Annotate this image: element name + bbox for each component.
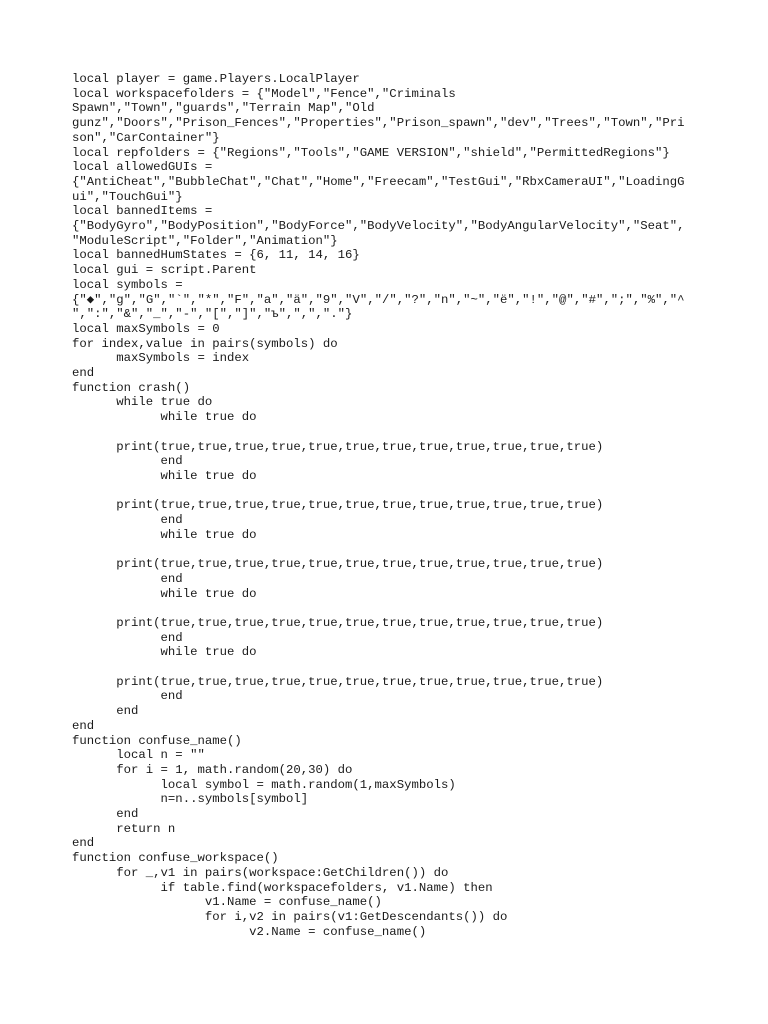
code-line: n=n..symbols[symbol] <box>72 792 309 807</box>
code-line: print(true,true,true,true,true,true,true,true,true,true,true,true) <box>72 615 604 630</box>
code-line: {"AntiCheat","BubbleChat","Chat","Home","Freecam","TestGui","RbxCameraUI","LoadingG <box>72 174 685 189</box>
code-line: {"◆","g","G","`","*","F","a","ä","9","V","/","?","n","~","ë","!","@","#",";","%","^ <box>72 292 685 307</box>
code-line: local gui = script.Parent <box>72 263 257 278</box>
code-line: function crash() <box>72 380 191 395</box>
code-line: while true do <box>72 586 257 601</box>
code-line: while true do <box>72 395 213 410</box>
code-line: ",":","&","_","-","[","]","ъ",",","."} <box>72 307 353 322</box>
code-line <box>72 425 700 440</box>
code-line <box>72 601 700 616</box>
code-line: local repfolders = {"Regions","Tools","GAME VERSION","shield","PermittedRegions"} <box>72 145 670 160</box>
code-line: maxSymbols = index <box>72 351 250 366</box>
code-line: "ModuleScript","Folder","Animation"} <box>72 233 338 248</box>
code-line: local symbol = math.random(1,maxSymbols) <box>72 777 456 792</box>
code-line: end <box>72 807 139 822</box>
code-line: for i,v2 in pairs(v1:GetDescendants()) do <box>72 910 508 924</box>
code-line: son","CarContainer"} <box>72 130 220 145</box>
code-line: local allowedGUIs = <box>72 160 213 175</box>
code-listing <box>72 72 700 939</box>
code-line: print(true,true,true,true,true,true,true,true,true,true,true,true) <box>72 674 604 689</box>
code-line: function confuse_name() <box>72 733 242 748</box>
code-line: ui","TouchGui"} <box>72 189 183 204</box>
code-line: print(true,true,true,true,true,true,true,true,true,true,true,true) <box>72 557 604 572</box>
code-line: while true do <box>72 527 257 542</box>
code-line: while true do <box>72 645 257 660</box>
code-line: end <box>72 836 95 851</box>
code-line: v1.Name = confuse_name() <box>72 895 382 910</box>
code-line: local symbols = <box>72 277 183 292</box>
code-line: end <box>72 366 95 381</box>
code-line: local workspacefolders = {"Model","Fence","Criminals <box>72 86 456 101</box>
code-line: end <box>72 571 183 586</box>
code-line: end <box>72 513 183 528</box>
code-line: end <box>72 454 183 469</box>
code-line: gunz","Doors","Prison_Fences","Properties","Prison_spawn","dev","Trees","Town","Pri <box>72 116 685 131</box>
code-line: local n = "" <box>72 748 205 763</box>
code-line: for _,v1 in pairs(workspace:GetChildren()) do <box>72 865 449 880</box>
code-line: end <box>72 718 95 733</box>
code-line: end <box>72 704 139 719</box>
code-line: local player = game.Players.LocalPlayer <box>72 72 360 86</box>
code-line: for i = 1, math.random(20,30) do <box>72 762 353 777</box>
code-line: for index,value in pairs(symbols) do <box>72 336 338 351</box>
code-line: {"BodyGyro","BodyPosition","BodyForce","BodyVelocity","BodyAngularVelocity","Seat", <box>72 219 685 234</box>
code-line: return n <box>72 821 176 836</box>
code-line: Spawn","Town","guards","Terrain Map","Old <box>72 101 375 116</box>
code-line: print(true,true,true,true,true,true,true,true,true,true,true,true) <box>72 439 604 454</box>
code-line: local bannedHumStates = {6, 11, 14, 16} <box>72 248 360 263</box>
code-line: if table.find(workspacefolders, v1.Name) then <box>72 880 493 895</box>
code-line: print(true,true,true,true,true,true,true,true,true,true,true,true) <box>72 498 604 513</box>
code-line: v2.Name = confuse_name() <box>72 924 427 939</box>
code-line: local bannedItems = <box>72 204 213 219</box>
code-line <box>72 660 700 675</box>
code-line <box>72 542 700 557</box>
code-line <box>72 484 700 499</box>
code-line: end <box>72 689 183 704</box>
code-line: local maxSymbols = 0 <box>72 321 220 336</box>
code-line: end <box>72 630 183 645</box>
code-line: while true do <box>72 410 257 425</box>
code-line: function confuse_workspace() <box>72 851 279 866</box>
code-line: while true do <box>72 468 257 483</box>
